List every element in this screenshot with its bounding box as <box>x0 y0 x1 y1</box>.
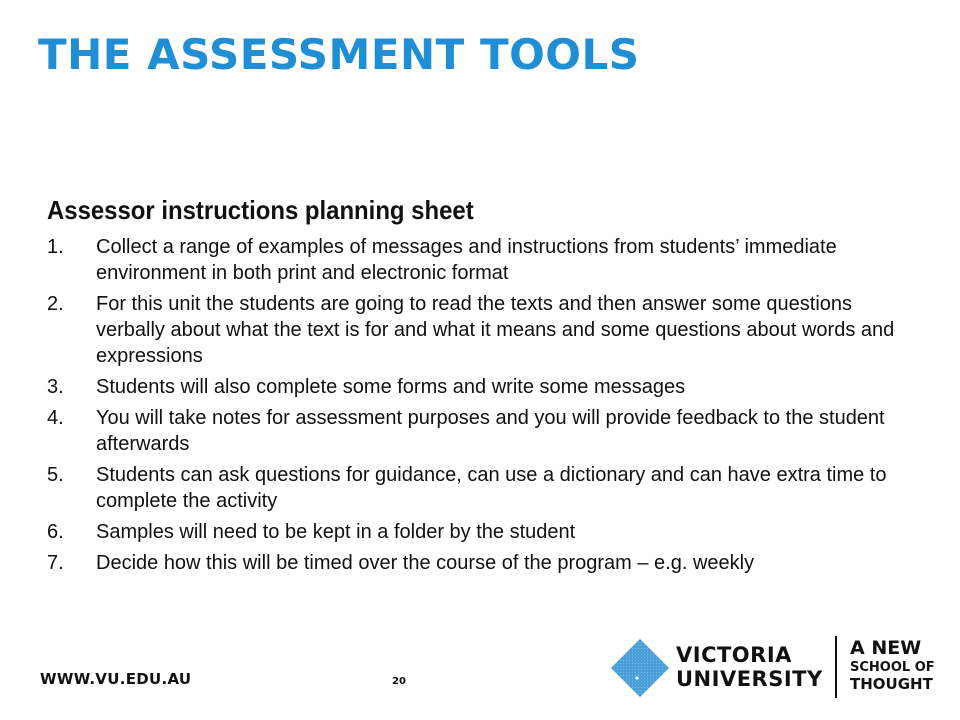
list-item-text: Samples will need to be kept in a folder by the student <box>96 521 576 543</box>
list-item-text: You will take notes for assessment purposes and you will provide feedback to the student afterwards <box>96 407 885 455</box>
list-item-text: For this unit the students are going to read the texts and then answer some questions verbally about what the text is for and what it means and some questions about words and expressions <box>96 293 895 367</box>
diamond-logo-icon <box>610 638 670 698</box>
instruction-list <box>47 234 917 576</box>
list-item-number: 5. <box>47 464 64 486</box>
logo-victoria: VICTORIA <box>676 643 792 667</box>
list-item <box>47 405 917 457</box>
list-item <box>47 462 917 514</box>
list-item-number: 6. <box>47 521 64 543</box>
slide-content <box>47 195 917 581</box>
slide-title: THE ASSESSMENT TOOLS <box>38 30 640 79</box>
list-item-text: Decide how this will be timed over the course of the program – e.g. weekly <box>96 552 755 574</box>
list-item <box>47 374 917 400</box>
logo-divider <box>835 636 837 698</box>
list-item <box>47 550 917 576</box>
tagline-line-3: THOUGHT <box>850 675 933 693</box>
list-item-number: 4. <box>47 407 64 429</box>
university-logo <box>606 632 936 704</box>
list-item-text: Students can ask questions for guidance, can use a dictionary and can have extra time to complete the activity <box>96 464 887 512</box>
list-item <box>47 291 917 369</box>
list-item-number: 3. <box>47 376 64 398</box>
list-item-number: 2. <box>47 293 64 315</box>
page-number: 20 <box>392 676 406 687</box>
section-heading: Assessor instructions planning sheet <box>47 195 474 225</box>
list-item-text: Collect a range of examples of messages and instructions from students’ immediate environment in both print and electronic format <box>96 236 837 284</box>
list-item-text: Students will also complete some forms and write some messages <box>96 376 686 398</box>
tagline-line-1: A NEW <box>850 637 922 659</box>
list-item <box>47 234 917 286</box>
tagline-line-2: SCHOOL OF <box>850 660 935 675</box>
list-item <box>47 519 917 545</box>
logo-university: UNIVERSITY <box>676 667 823 691</box>
footer-url: WWW.VU.EDU.AU <box>40 670 192 688</box>
list-item-number: 7. <box>47 552 64 574</box>
list-item-number: 1. <box>47 236 64 258</box>
